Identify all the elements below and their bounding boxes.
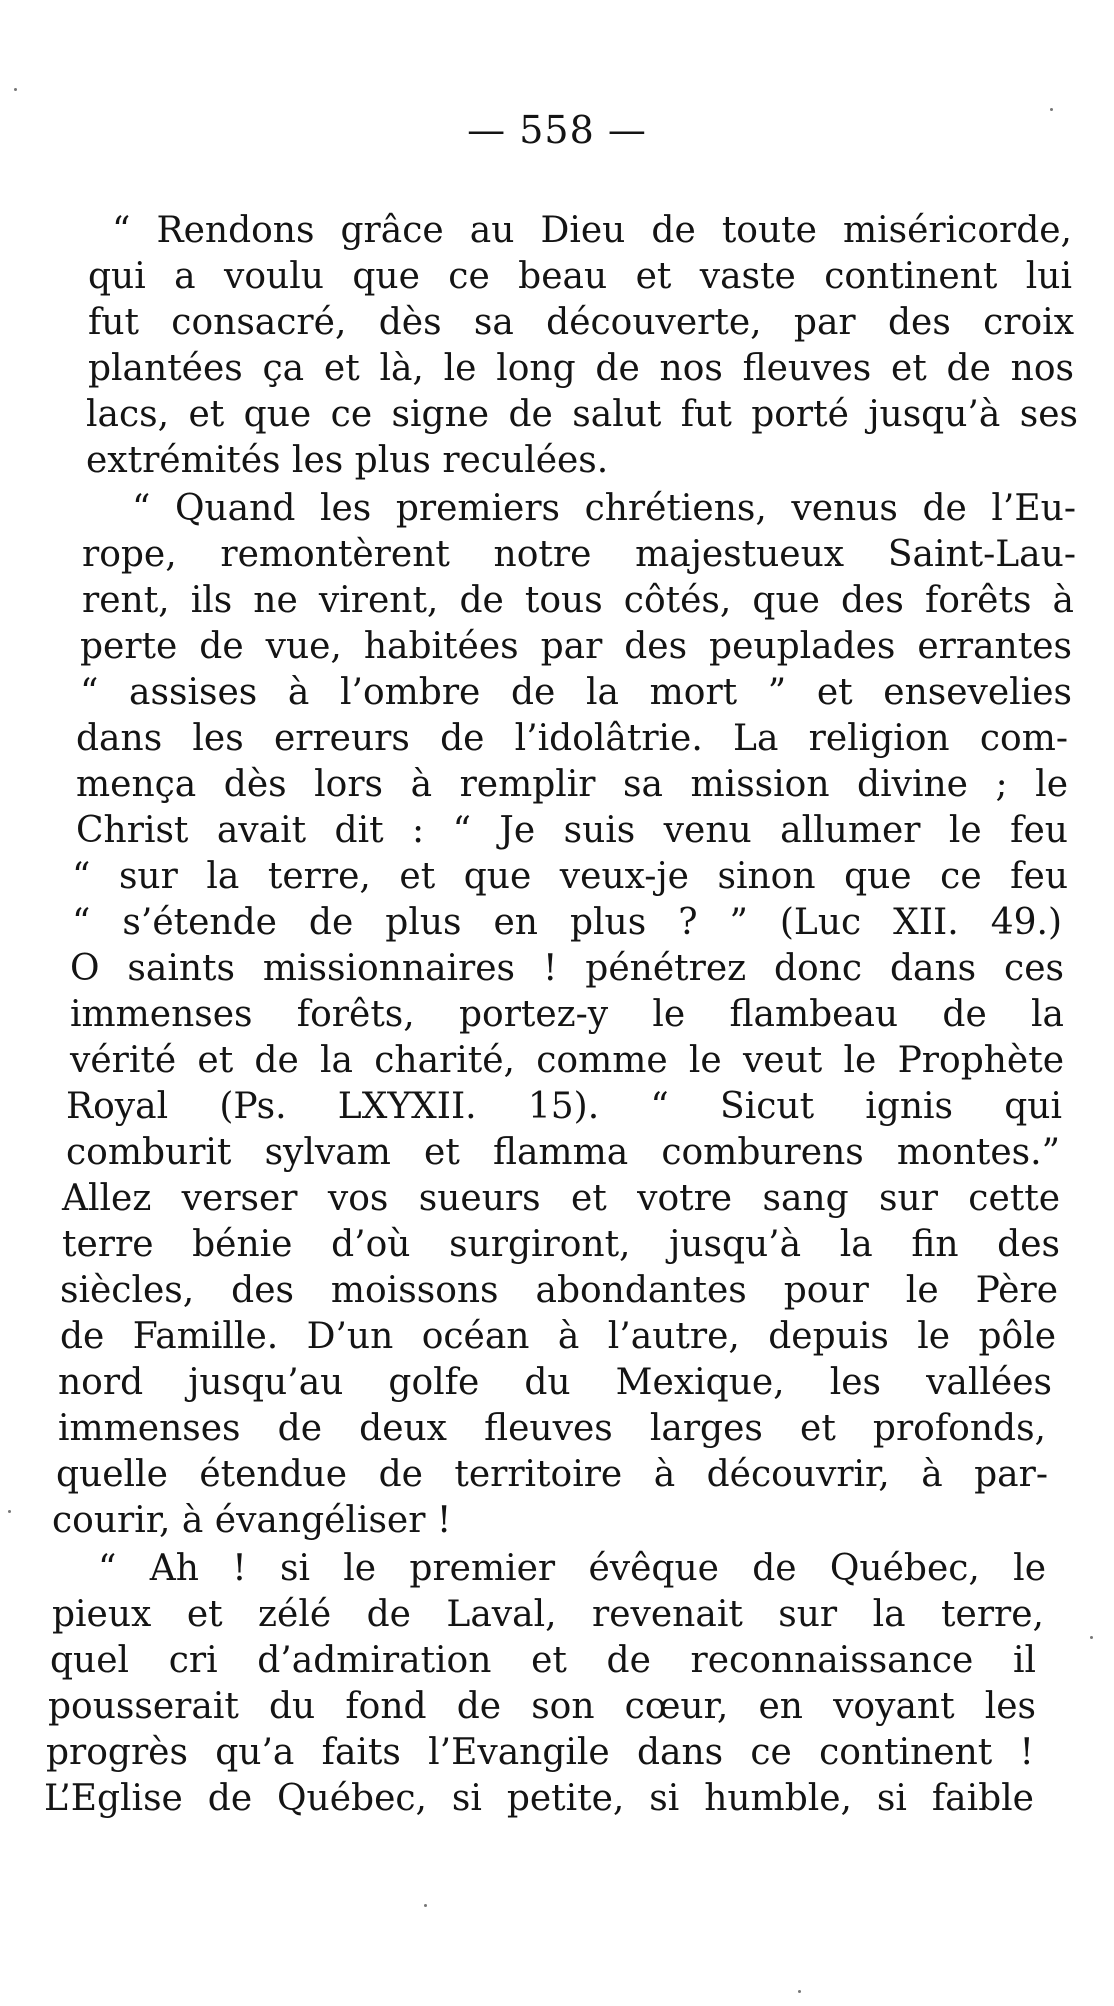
text-line: pousserait du fond de son cœur, en voyant les: [48, 1686, 1036, 1727]
text-line: comburit sylvam et flamma comburens montes.”: [66, 1132, 1060, 1173]
text-line: dans les erreurs de l’idolâtrie. La religion com-: [76, 718, 1068, 759]
text-line: “ s’étende de plus en plus ? ” (Luc XII. 49.): [72, 902, 1062, 943]
text-line: terre bénie d’où surgiront, jusqu’à la fin des: [62, 1224, 1060, 1265]
text-line: “ assises à l’ombre de la mort ” et ensevelies: [80, 672, 1072, 713]
text-line: O saints missionnaires ! pénétrez donc dans ces: [70, 948, 1064, 989]
text-line: “ Rendons grâce au Dieu de toute miséricorde,: [112, 210, 1072, 251]
text-line: Allez verser vos sueurs et votre sang sur cette: [62, 1178, 1060, 1219]
paper-speck: [1090, 1636, 1093, 1639]
page-number: — 558 —: [467, 108, 647, 152]
text-line: Royal (Ps. LXYXII. 15). “ Sicut ignis qui: [66, 1086, 1062, 1127]
text-line: extrémités les plus reculées.: [86, 440, 609, 481]
text-line: siècles, des moissons abondantes pour le Père: [60, 1270, 1058, 1311]
text-line: courir, à évangéliser !: [52, 1500, 452, 1541]
text-line: perte de vue, habitées par des peuplades errantes: [80, 626, 1072, 667]
text-line: “ Ah ! si le premier évêque de Québec, le: [98, 1548, 1046, 1589]
text-line: “ sur la terre, et que veux-je sinon que ce feu: [72, 856, 1068, 897]
text-line: fut consacré, dès sa découverte, par des croix: [88, 302, 1074, 343]
text-line: quelle étendue de territoire à découvrir, à par-: [56, 1454, 1048, 1495]
text-line: immenses forêts, portez-y le flambeau de la: [70, 994, 1064, 1035]
paper-speck: [8, 1510, 11, 1513]
text-line: quel cri d’admiration et de reconnaissance il: [50, 1640, 1036, 1681]
text-line: L’Eglise de Québec, si petite, si humble, si faible: [44, 1778, 1034, 1819]
text-line: mença dès lors à remplir sa mission divine ; le: [76, 764, 1068, 805]
paper-speck: [798, 1990, 801, 1993]
text-line: immenses de deux fleuves larges et profonds,: [58, 1408, 1046, 1449]
text-line: nord jusqu’au golfe du Mexique, les vallées: [58, 1362, 1052, 1403]
text-line: vérité et de la charité, comme le veut le Prophète: [70, 1040, 1064, 1081]
text-line: Christ avait dit : “ Je suis venu allumer le feu: [76, 810, 1068, 851]
text-line: “ Quand les premiers chrétiens, venus de l’Eu-: [132, 488, 1076, 529]
text-line: pieux et zélé de Laval, revenait sur la terre,: [52, 1594, 1044, 1635]
text-line: lacs, et que ce signe de salut fut porté jusqu’à ses: [86, 394, 1078, 435]
paper-speck: [424, 1904, 427, 1907]
text-line: progrès qu’a faits l’Evangile dans ce continent !: [46, 1732, 1034, 1773]
text-line: rent, ils ne virent, de tous côtés, que des forêts à: [82, 580, 1074, 621]
text-line: plantées ça et là, le long de nos fleuves et de nos: [88, 348, 1074, 389]
text-line: qui a voulu que ce beau et vaste continent lui: [88, 256, 1072, 297]
paper-speck: [1050, 108, 1053, 111]
text-line: de Famille. D’un océan à l’autre, depuis le pôle: [60, 1316, 1056, 1357]
text-line: rope, remontèrent notre majestueux Saint-Lau-: [82, 534, 1076, 575]
paper-speck: [14, 88, 17, 91]
